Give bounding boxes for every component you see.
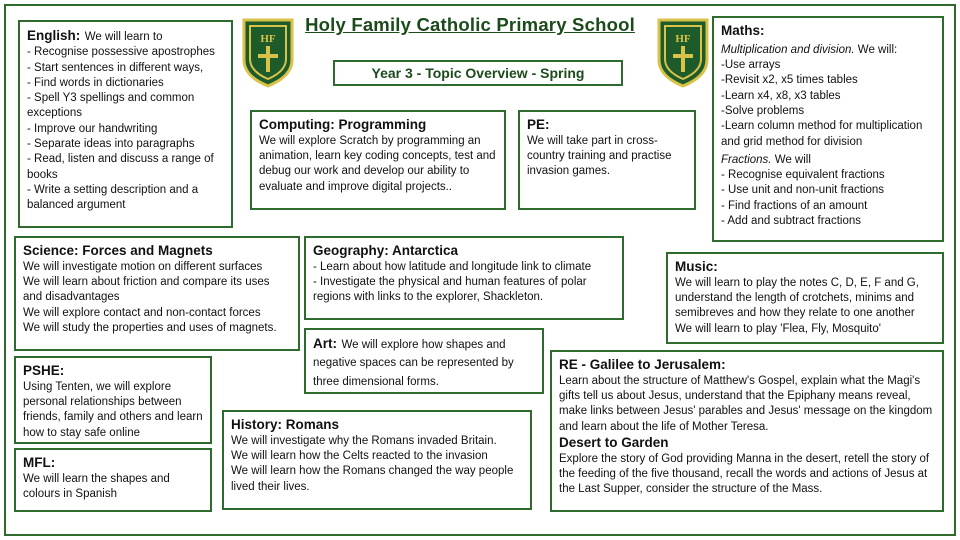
school-crest-icon <box>240 16 296 88</box>
maths-subhead-1: Multiplication and division. <box>721 43 855 56</box>
geography-line: - Investigate the physical and human features of polar regions with links to the explorer, Shackleton. <box>313 276 587 304</box>
maths-line: - Add and subtract fractions <box>721 214 861 227</box>
history-line: We will learn how the Romans changed the way people lived their lives. <box>231 465 514 493</box>
school-crest-icon <box>655 16 711 88</box>
maths-line: - Recognise equivalent fractions <box>721 169 885 182</box>
english-line: - Find words in dictionaries <box>27 76 164 89</box>
computing-line: We will explore Scratch by programming an animation, learn key coding concepts, test and debug our work and develop our ability to evaluate and improve digital projects.. <box>259 134 496 193</box>
re-title-galilee: RE - Galilee to Jerusalem: <box>559 357 726 372</box>
art-title: Art: <box>313 336 337 351</box>
history-line: We will investigate why the Romans invaded Britain. <box>231 434 497 447</box>
science-line: We will explore contact and non-contact forces <box>23 306 261 319</box>
pshe-title: PSHE: <box>23 363 65 378</box>
geography-line: - Learn about how latitude and longitude link to climate <box>313 260 592 273</box>
maths-subhead-2-tail: We will <box>771 153 811 166</box>
pe-title: PE: <box>527 117 550 132</box>
subject-box-music <box>666 252 944 344</box>
maths-line: - Find fractions of an amount <box>721 199 868 212</box>
re-title-desert: Desert to Garden <box>559 435 669 450</box>
english-line: - Start sentences in different ways, <box>27 61 204 74</box>
mfl-line: We will learn the shapes and colours in Spanish <box>23 472 170 501</box>
maths-line: -Use arrays <box>721 59 781 72</box>
science-title: Science: Forces and Magnets <box>23 243 213 258</box>
subject-box-geography <box>304 236 624 320</box>
music-line: We will learn to play 'Flea, Fly, Mosquito' <box>675 322 881 335</box>
art-line: We will explore how shapes and negative spaces can be represented by three dimensional forms. <box>313 339 514 388</box>
english-line: - Read, listen and discuss a range of books <box>27 153 214 181</box>
subject-box-english <box>18 20 233 228</box>
english-line: - Separate ideas into paragraphs <box>27 137 195 150</box>
subject-box-mfl <box>14 448 212 512</box>
subject-box-computing <box>250 110 506 210</box>
maths-line: -Learn x4, x8, x3 tables <box>721 89 841 102</box>
science-line: We will study the properties and uses of magnets. <box>23 322 277 334</box>
maths-title: Maths: <box>721 23 765 38</box>
music-line: We will learn to play the notes C, D, E, F and G, understand the length of crotchets, minims and semibreves and how they relate to one another <box>675 276 919 320</box>
music-title: Music: <box>675 259 718 274</box>
subject-box-history <box>222 410 532 510</box>
svg-text:HF: HF <box>260 33 276 45</box>
re-line: Explore the story of God providing Manna in the desert, retell the story of the feeding of the five thousand, recall the words and actions of Jesus at the Last Supper, consider the structure of the Mass. <box>559 452 930 496</box>
english-line: - Write a setting description and a balanced argument <box>27 183 199 212</box>
re-line: Learn about the structure of Matthew's Gospel, explain what the Magi's gifts tell us about Jesus, understand that the Epiphany means reveal, make links between Jesus' parables and Jesus' message on the kingdom and learn about the life of Mother Teresa. <box>559 374 933 433</box>
english-line: - Recognise possessive apostrophes <box>27 46 215 59</box>
topic-banner <box>333 60 623 86</box>
maths-subhead-1-tail: We will: <box>854 43 898 56</box>
english-intro: We will learn to <box>84 31 163 43</box>
subject-box-art <box>304 328 544 394</box>
subject-box-re <box>550 350 944 512</box>
svg-text:HF: HF <box>675 33 691 45</box>
maths-line: - Use unit and non-unit fractions <box>721 184 885 197</box>
mfl-title: MFL: <box>23 455 56 470</box>
maths-line: -Revisit x2, x5 times tables <box>721 74 858 87</box>
history-line: We will learn how the Celts reacted to the invasion <box>231 450 488 463</box>
science-line: We will investigate motion on different surfaces <box>23 260 263 273</box>
pe-line: We will take part in cross-country training and practise invasion games. <box>527 134 672 178</box>
subject-box-pe <box>518 110 696 210</box>
english-line: - Spell Y3 spellings and common exceptions <box>27 92 195 120</box>
english-title: English: <box>27 28 81 43</box>
english-line: - Improve our handwriting <box>27 122 158 135</box>
maths-subhead-2: Fractions. <box>721 153 772 166</box>
subject-box-maths <box>712 16 944 242</box>
subject-box-pshe <box>14 356 212 444</box>
history-title: History: Romans <box>231 417 340 432</box>
maths-line: -Solve problems <box>721 105 805 117</box>
pshe-line: Using Tenten, we will explore personal relationships between friends, family and others and learn how to stay safe online <box>23 380 203 439</box>
computing-title: Computing: Programming <box>259 117 427 132</box>
page-title: Holy Family Catholic Primary School <box>305 14 635 35</box>
geography-title: Geography: Antarctica <box>313 243 459 258</box>
subject-box-science <box>14 236 300 351</box>
maths-line: -Learn column method for multiplication and grid method for division <box>721 120 923 148</box>
topic-banner-label: Year 3 - Topic Overview - Spring <box>371 65 585 81</box>
science-line: We will learn about friction and compare its uses and disadvantages <box>23 276 270 304</box>
